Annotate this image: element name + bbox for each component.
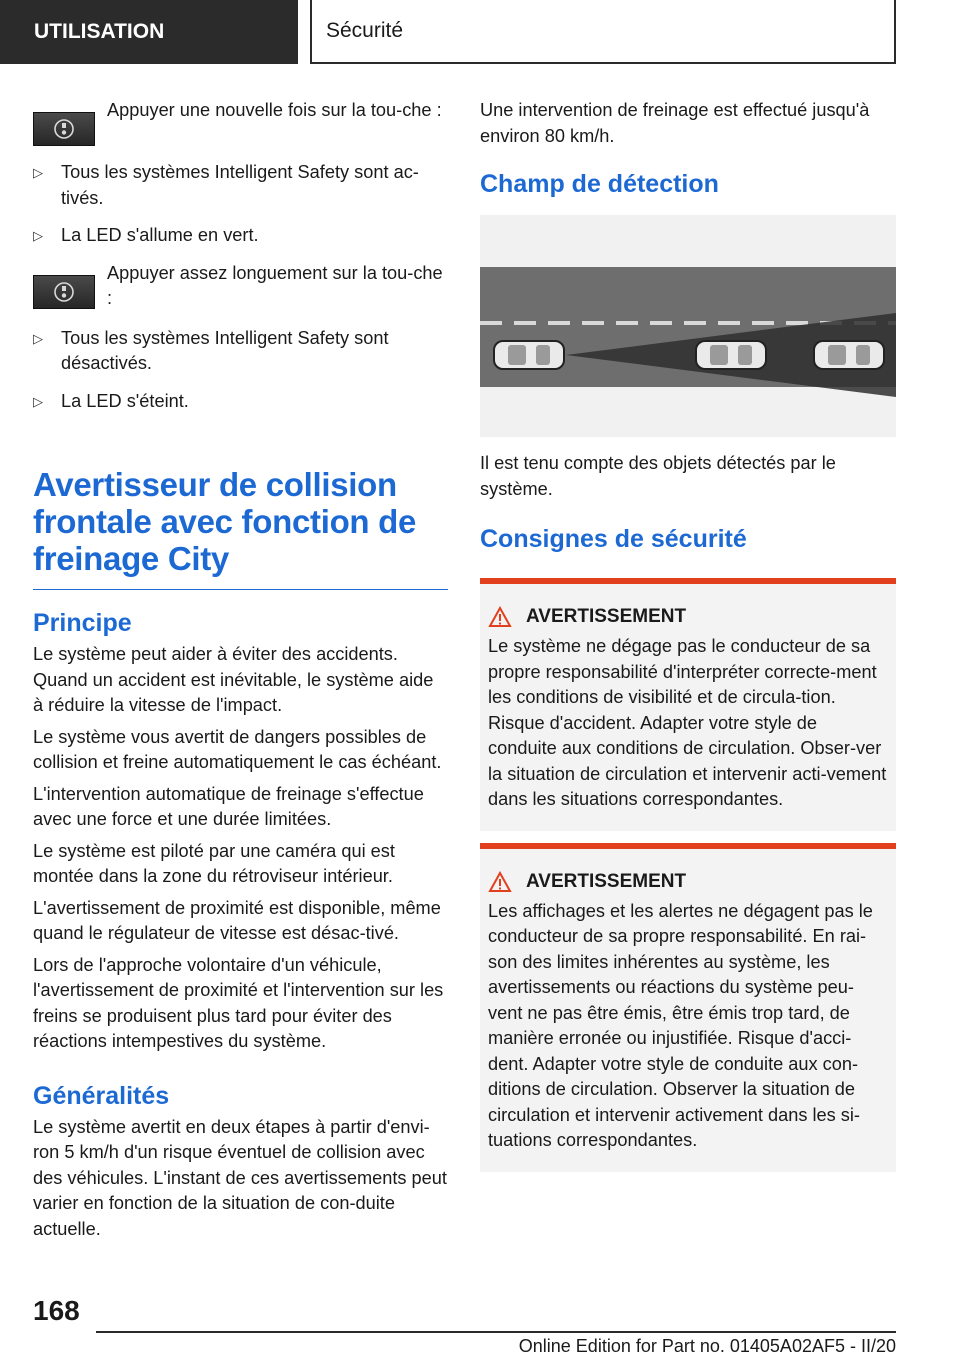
intelligent-safety-button-icon [33, 112, 95, 146]
list-item: ▷ La LED s'allume en vert. [33, 223, 448, 249]
paragraph: Lors de l'approche volontaire d'un véhicule, l'avertissement de proximité et l'intervention sur les freins se produisent plus tard pour éviter des réactions intempestives du système. [33, 954, 444, 1051]
detection-field-image [480, 215, 896, 437]
header-section-tab [0, 0, 298, 64]
warning-text: Les affichages et les alertes ne dégagent pas le conducteur de sa propre responsabilité. En rai-son des limites inhérentes au système, les avertissements ou réactions du système peu-vent ne pas être émis, être émis trop tard, de manière erronée ou injustifiée. Risque d'acci-dent. Adapter votre style de conduite aux con-ditions de circulation. Observer la situation de circulation et intervenir activement dans les si-tuations correspondantes. [488, 900, 873, 1150]
button-instruction-text: Appuyer assez longuement sur la tou-che : [107, 262, 443, 308]
intro-paragraph: Une intervention de freinage est effectué jusqu'à environ 80 km/h. [480, 100, 870, 146]
warning-triangle-icon [488, 871, 512, 893]
consignes-heading: Consignes de sécurité [480, 525, 747, 553]
button-instruction-1 [33, 98, 448, 146]
triangle-right-icon: ▷ [33, 228, 43, 243]
detected-vehicle-icon [696, 341, 766, 369]
button-instruction-text: Appuyer une nouvelle fois sur la tou-che : [107, 100, 442, 120]
warning-title [488, 871, 888, 893]
list-item: ▷ Tous les systèmes Intelligent Safety sont désactivés. [33, 327, 389, 373]
triangle-right-icon: ▷ [33, 393, 43, 409]
intelligent-safety-button-icon [33, 275, 95, 309]
paragraph: Le système avertit en deux étapes à partir d'envi-ron 5 km/h d'un risque éventuel de collision avec des véhicules. L'instant de ces avertissements peut varier en fonction de la situation de con-duite actuelle. [33, 1116, 447, 1239]
warning-triangle-icon [488, 606, 512, 628]
paragraph: L'intervention automatique de freinage s'effectue avec une force et une durée limitées. [33, 783, 424, 829]
left-column [33, 98, 448, 1248]
paragraph: Le système est piloté par une caméra qui est montée dans la zone du rétroviseur intérieur. [33, 840, 395, 886]
right-column [480, 98, 896, 1184]
result-list-1 [33, 160, 448, 249]
detection-field-illustration [480, 215, 896, 437]
header-chapter-label: Sécurité [326, 19, 404, 42]
paragraph: Le système vous avertit de dangers possibles de collision et freine automatiquement le cas échéant. [33, 726, 442, 772]
result-list-2 [33, 326, 448, 415]
footer-edition: Online Edition for Part no. 01405A02AF5 - II/20 [518, 1336, 896, 1356]
header-section-label: UTILISATION [34, 20, 165, 43]
champ-heading: Champ de détection [480, 170, 719, 198]
principe-heading: Principe [33, 609, 132, 637]
figure-caption: Il est tenu compte des objets détectés par le système. [480, 453, 836, 499]
generalites-heading: Généralités [33, 1081, 170, 1110]
warning-title [488, 606, 888, 628]
list-item: ▷ La LED s'éteint. [33, 389, 448, 415]
warning-label: AVERTISSEMENT [526, 606, 687, 627]
paragraph: Le système peut aider à éviter des accidents. Quand un accident est inévitable, le système aide à réduire la vitesse de l'impact. [33, 644, 434, 715]
own-vehicle-icon [494, 341, 564, 369]
footer-divider [96, 1331, 896, 1333]
paragraph: L'avertissement de proximité est disponible, même quand le régulateur de vitesse est désac-tivé. [33, 897, 441, 943]
detected-vehicle-icon [814, 341, 884, 369]
triangle-right-icon: ▷ [33, 165, 43, 180]
list-item: ▷ Tous les systèmes Intelligent Safety sont ac-tivés. [33, 162, 419, 208]
warning-label: AVERTISSEMENT [526, 870, 687, 892]
section-title: Avertisseur de collision frontale avec fonction de freinage City [33, 466, 448, 590]
triangle-right-icon: ▷ [33, 330, 43, 346]
page-number: 168 [33, 1295, 80, 1326]
warning-box [480, 843, 896, 1172]
warning-box [480, 578, 896, 831]
header-chapter-tab [310, 0, 896, 64]
warning-text: Le système ne dégage pas le conducteur de sa propre responsabilité d'interpréter correcte-ment les conditions de visibilité et de circula-tion. Risque d'accident. Adapter votre style de conduite aux conditions de circulation. Obser-ver la situation de circulation et intervenir acti-vement dans les situations correspondantes. [488, 636, 887, 809]
button-instruction-2 [33, 261, 448, 312]
